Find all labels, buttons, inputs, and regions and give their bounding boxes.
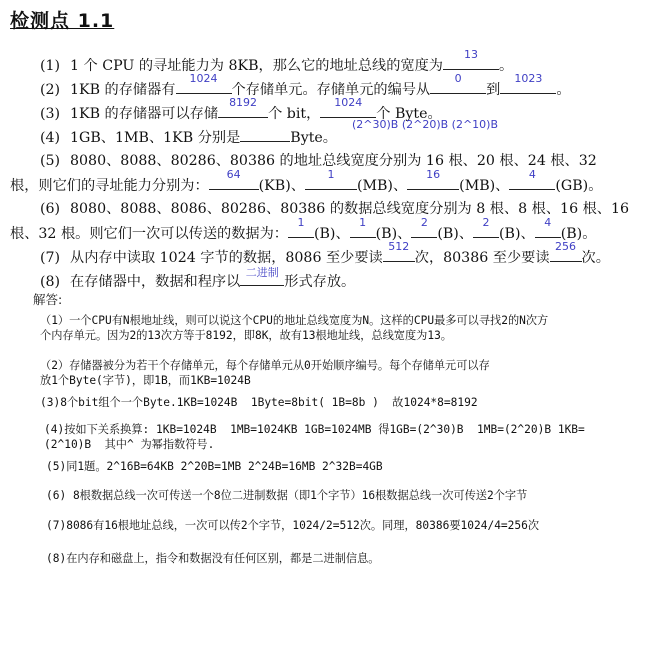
answer-blank	[288, 216, 314, 238]
question-text: 。	[556, 82, 571, 98]
answer-text: 0	[454, 72, 462, 85]
question-5-line-2	[10, 168, 603, 195]
question-text: 根、32 根。则它们一次可以传送的数据为：	[10, 226, 288, 242]
question-6-line-2	[10, 216, 597, 243]
question-text: (B)、	[313, 226, 350, 242]
answer-blank	[176, 72, 232, 94]
answer-text: 1024	[334, 96, 363, 109]
answer-text: 1	[327, 168, 335, 181]
solution-5: (5)同1题。2^16B=64KB 2^20B=1MB 2^24B=16MB 2^32B=4GB	[46, 460, 383, 473]
question-text: 1KB 的存储器有	[70, 82, 176, 98]
question-4	[40, 126, 337, 147]
question-number: (8)	[40, 274, 61, 290]
answer-text: 16	[426, 168, 441, 181]
answer-blank	[500, 72, 556, 94]
question-7	[40, 240, 610, 267]
question-text: (GB)。	[555, 178, 603, 194]
question-text: (B)、	[437, 226, 474, 242]
answer-blank	[383, 240, 415, 262]
answer-blank	[240, 126, 290, 142]
answer-text: 512	[388, 240, 410, 253]
question-6-line-1	[40, 198, 629, 218]
question-number: (3)	[40, 106, 61, 122]
answer-text: 1	[297, 216, 305, 229]
question-text: 到	[486, 82, 501, 98]
answer-blank	[209, 168, 259, 190]
question-text: (MB)、	[356, 178, 408, 194]
question-text: 次。	[581, 250, 610, 266]
question-text: 个 Byte。	[376, 106, 442, 122]
answer-text: 8192	[229, 96, 258, 109]
solution-2: （2）存储器被分为若干个存储单元，每个存储单元从0开始顺序编号。每个存储单元可以存 放1个Byte(字节)，即1B，而1KB=1024B	[40, 359, 490, 387]
question-text: (KB)、	[258, 178, 305, 194]
answer-blank	[411, 216, 437, 238]
question-text: Byte。	[290, 130, 337, 146]
question-text: 1KB 的存储器可以存储	[70, 106, 219, 122]
answer-blank	[550, 240, 582, 262]
answer-text: (2^30)B (2^20)B (2^10)B	[352, 118, 499, 131]
question-text: (B)。	[560, 226, 597, 242]
page-title: 检测点 1.1	[10, 10, 115, 32]
question-text: 。	[498, 58, 514, 74]
answer-blank	[473, 216, 499, 238]
question-text: 1 个 CPU 的寻址能力为 8KB，那么它的地址总线的宽度为	[70, 58, 443, 74]
answer-blank	[320, 96, 376, 118]
question-text: 形式存放。	[284, 274, 356, 290]
question-text: 根，则它们的寻址能力分别为：	[10, 178, 209, 194]
answer-text: 2	[420, 216, 428, 229]
question-number: (6)	[40, 201, 61, 217]
question-number: (7)	[40, 250, 61, 266]
question-number: (4)	[40, 130, 61, 146]
question-5-line-1	[40, 150, 597, 170]
answer-blank	[218, 96, 268, 118]
answer-blank	[443, 48, 499, 70]
answer-blank	[350, 216, 376, 238]
answer-text: 1024	[189, 72, 218, 85]
answer-text: 4	[544, 216, 552, 229]
answer-text: 64	[226, 168, 241, 181]
question-2	[40, 72, 571, 99]
question-8	[40, 266, 356, 291]
question-text: 1GB、1MB、1KB 分别是	[70, 130, 241, 146]
question-text: 从内存中读取 1024 字节的数据，8086 至少要读	[70, 250, 383, 266]
answer-text: 13	[463, 48, 478, 61]
question-text: 次，80386 至少要读	[414, 250, 550, 266]
answer-text: 1	[359, 216, 367, 229]
question-number: (5)	[40, 153, 61, 169]
question-text: 8080、8088、8086、80286、80386 的数据总线宽度分别为 8 根、8 根、16 根、16	[70, 201, 630, 217]
question-text: 8080、8088、80286、80386 的地址总线宽度分别为 16 根、20 根、24 根、32	[70, 153, 597, 169]
solution-6: (6) 8根数据总线一次可传送一个8位二进制数据（即1个字节）16根数据总线一次可传送2个字节	[46, 489, 528, 502]
answer-blank	[535, 216, 561, 238]
answer-text: 256	[555, 240, 577, 253]
answer-text: 4	[528, 168, 536, 181]
answer-text: 2	[482, 216, 490, 229]
answer-blank	[240, 266, 284, 286]
answer-text: 二进制	[245, 266, 279, 279]
answer-blank	[305, 168, 357, 190]
answer-blank	[509, 168, 555, 190]
answer-text: 1023	[514, 72, 543, 85]
question-text: 在存储器中，数据和程序以	[70, 274, 241, 290]
question-text: (B)、	[499, 226, 535, 242]
answer-blank	[430, 72, 486, 94]
solution-4: (4)按如下关系换算: 1KB=1024B 1MB=1024KB 1GB=1024MB 得1GB=(2^30)B 1MB=(2^20)B 1KB= (2^10)B 其中^ 为幂指数符号.	[44, 423, 585, 451]
question-text: 个 bit，	[268, 106, 321, 122]
solution-1: （1）一个CPU有N根地址线，则可以说这个CPU的地址总线宽度为N。这样的CPU最多可以寻找2的N次方 个内存单元。因为2的13次方等于8192，即8K，故有13根地址线，总线宽度为13。	[40, 314, 549, 342]
question-text: 个存储单元。存储单元的编号从	[231, 82, 431, 98]
question-number: (2)	[40, 82, 61, 98]
question-text: (B)、	[375, 226, 412, 242]
solution-8: (8)在内存和磁盘上，指令和数据没有任何区别，都是二进制信息。	[46, 552, 380, 565]
solution-3: (3)8个bit组个一个Byte.1KB=1024B 1Byte=8bit( 1B=8b ) 故1024*8=8192	[40, 396, 478, 409]
question-text: (MB)、	[459, 178, 510, 194]
solution-7: (7)8086有16根地址总线，一次可以传2个字节，1024/2=512次。同理，80386要1024/4=256次	[46, 519, 540, 532]
solution-heading: 解答:	[33, 292, 63, 307]
answer-blank	[407, 168, 459, 190]
question-number: (1)	[40, 58, 61, 74]
